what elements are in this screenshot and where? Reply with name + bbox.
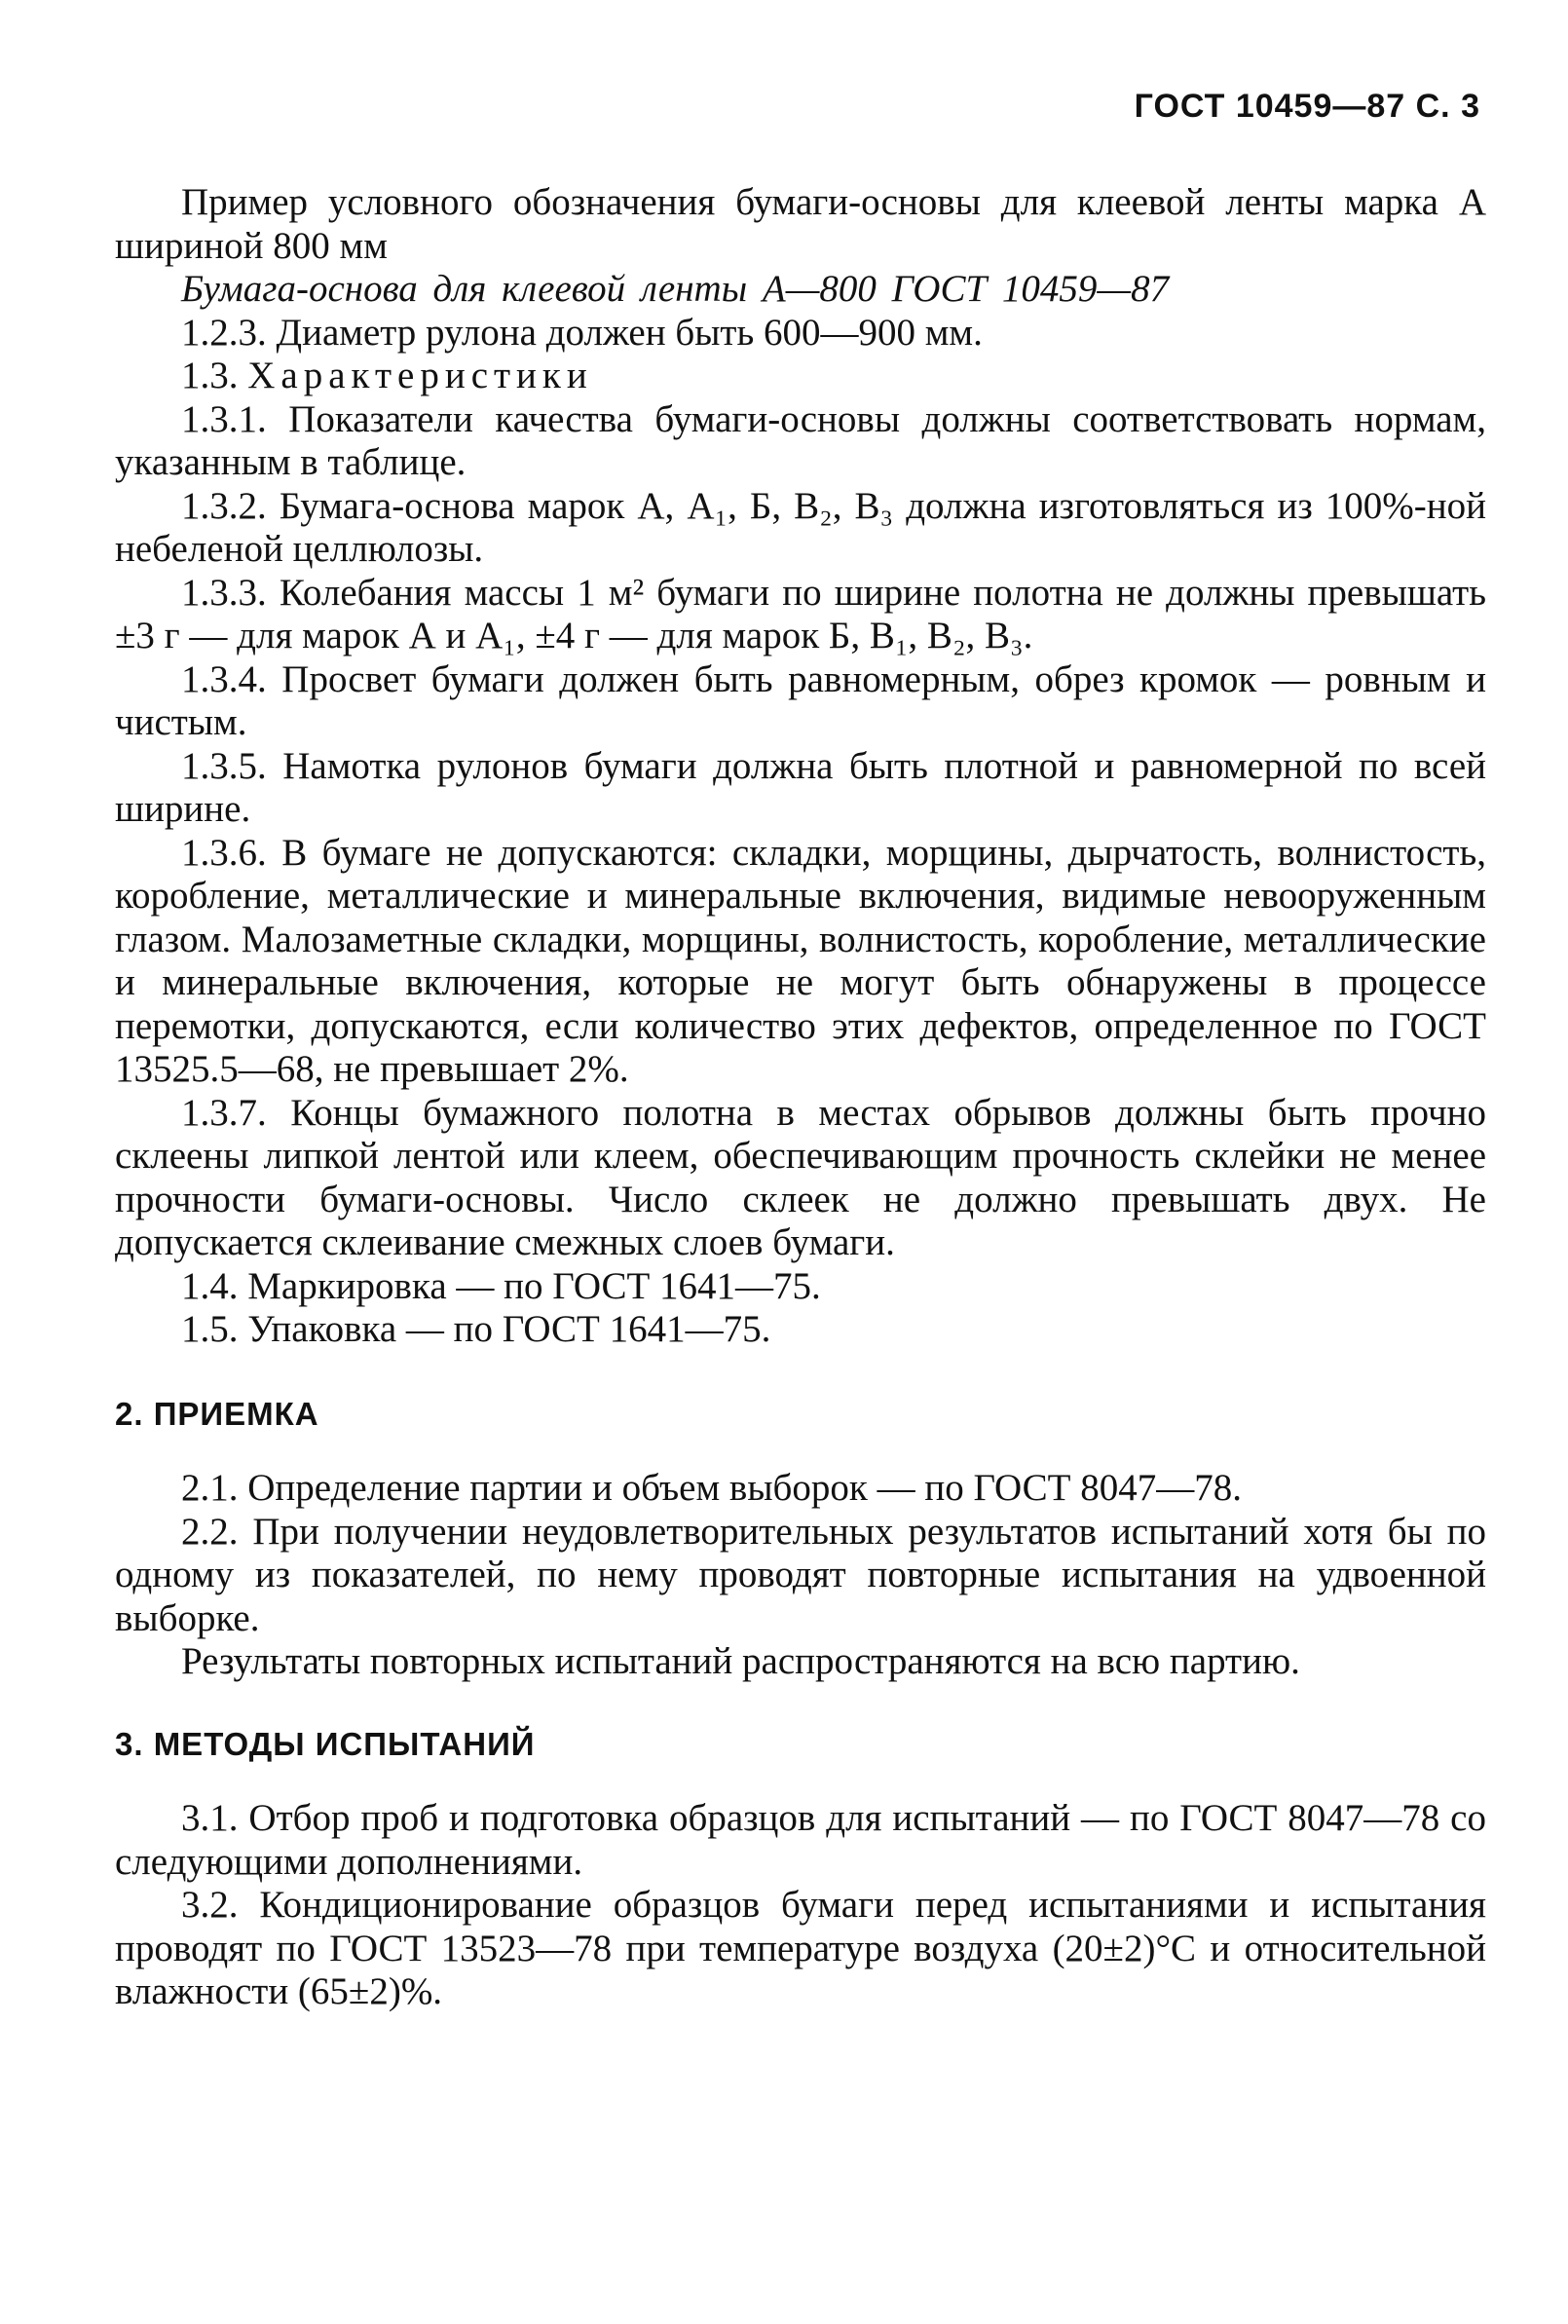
example-intro-paragraph: Пример условного обозначения бумаги-основы для клеевой ленты марка А шириной 800 мм [115, 181, 1486, 267]
clause-2-2-continuation: Результаты повторных испытаний распространяются на всю партию. [181, 1640, 1300, 1682]
clause-2-2: 2.2. При получении неудовлетворительных результатов испытаний хотя бы по одному из показателей, по нему проводят повторные испытания на удвоенной выборке. [115, 1510, 1486, 1639]
clause-1-3-6: 1.3.6. В бумаге не допускаются: складки, морщины, дырчатость, волнистость, коробление, металлические и минеральные включения, видимые невооруженным глазом. Малозаметные складки, морщины, волнистость, коробление, металлические и минеральные включения, которые не могут быть обнаружены в процессе перемотки, допускаются, если количество этих дефектов, определенное по ГОСТ 13525.5—68, не превышает 2%. [115, 831, 1486, 1090]
section-3-title: 3. МЕТОДЫ ИСПЫТАНИЙ [115, 1725, 536, 1762]
clause-1-3-title: Характеристики [247, 355, 593, 396]
document-body [115, 181, 1486, 2014]
clause-3-1: 3.1. Отбор проб и подготовка образцов для испытаний — по ГОСТ 8047—78 со следующими дополнениями. [115, 1797, 1486, 1883]
clause-1-3-7: 1.3.7. Концы бумажного полотна в местах обрывов должны быть прочно склеены липкой лентой или клеем, обеспечивающим прочность склейки не менее прочности бумаги-основы. Число склеек не должно превышать двух. Не допускается склеивание смежных слоев бумаги. [115, 1091, 1486, 1263]
clause-1-3-heading [115, 355, 1486, 398]
clause-1-2-3: 1.2.3. Диаметр рулона должен быть 600—900 мм. [181, 311, 983, 354]
clause-1-4: 1.4. Маркировка — по ГОСТ 1641—75. [181, 1264, 821, 1307]
clause-3-2: 3.2. Кондиционирование образцов бумаги перед испытаниями и испытания проводят по ГОСТ 13523—78 при температуре воздуха (20±2)°С и относительной влажности (65±2)%. [115, 1884, 1486, 2012]
example-designation: Бумага-основа для клеевой ленты А—800 ГОСТ 10459—87 [181, 268, 1170, 310]
clause-1-3-4: 1.3.4. Просвет бумаги должен быть равномерным, обрез кромок — ровным и чистым. [115, 657, 1486, 743]
clause-1-5: 1.5. Упаковка — по ГОСТ 1641—75. [181, 1308, 771, 1350]
clause-1-3-1: 1.3.1. Показатели качества бумаги-основы должны соответствовать нормам, указанным в таблице. [115, 397, 1486, 483]
clause-1-3-5: 1.3.5. Намотка рулонов бумаги должна быть плотной и равномерной по всей ширине. [115, 744, 1486, 830]
clause-1-3-2: 1.3.2. Бумага-основа марок А, А₁, Б, В₂, В₃ должна изготовляться из 100%-ной небеленой целлюлозы. [115, 484, 1486, 570]
section-2-title: 2. ПРИЕМКА [115, 1395, 319, 1432]
page-header: ГОСТ 10459—87 С. 3 [1134, 88, 1480, 125]
clause-1-3-number: 1.3. [181, 355, 239, 396]
clause-2-1: 2.1. Определение партии и объем выборок — по ГОСТ 8047—78. [181, 1467, 1242, 1509]
clause-1-3-3: 1.3.3. Колебания массы 1 м² бумаги по ширине полотна не должны превышать ±3 г — для марок А и А₁, ±4 г — для марок Б, В₁, В₂, В₃. [115, 571, 1486, 656]
